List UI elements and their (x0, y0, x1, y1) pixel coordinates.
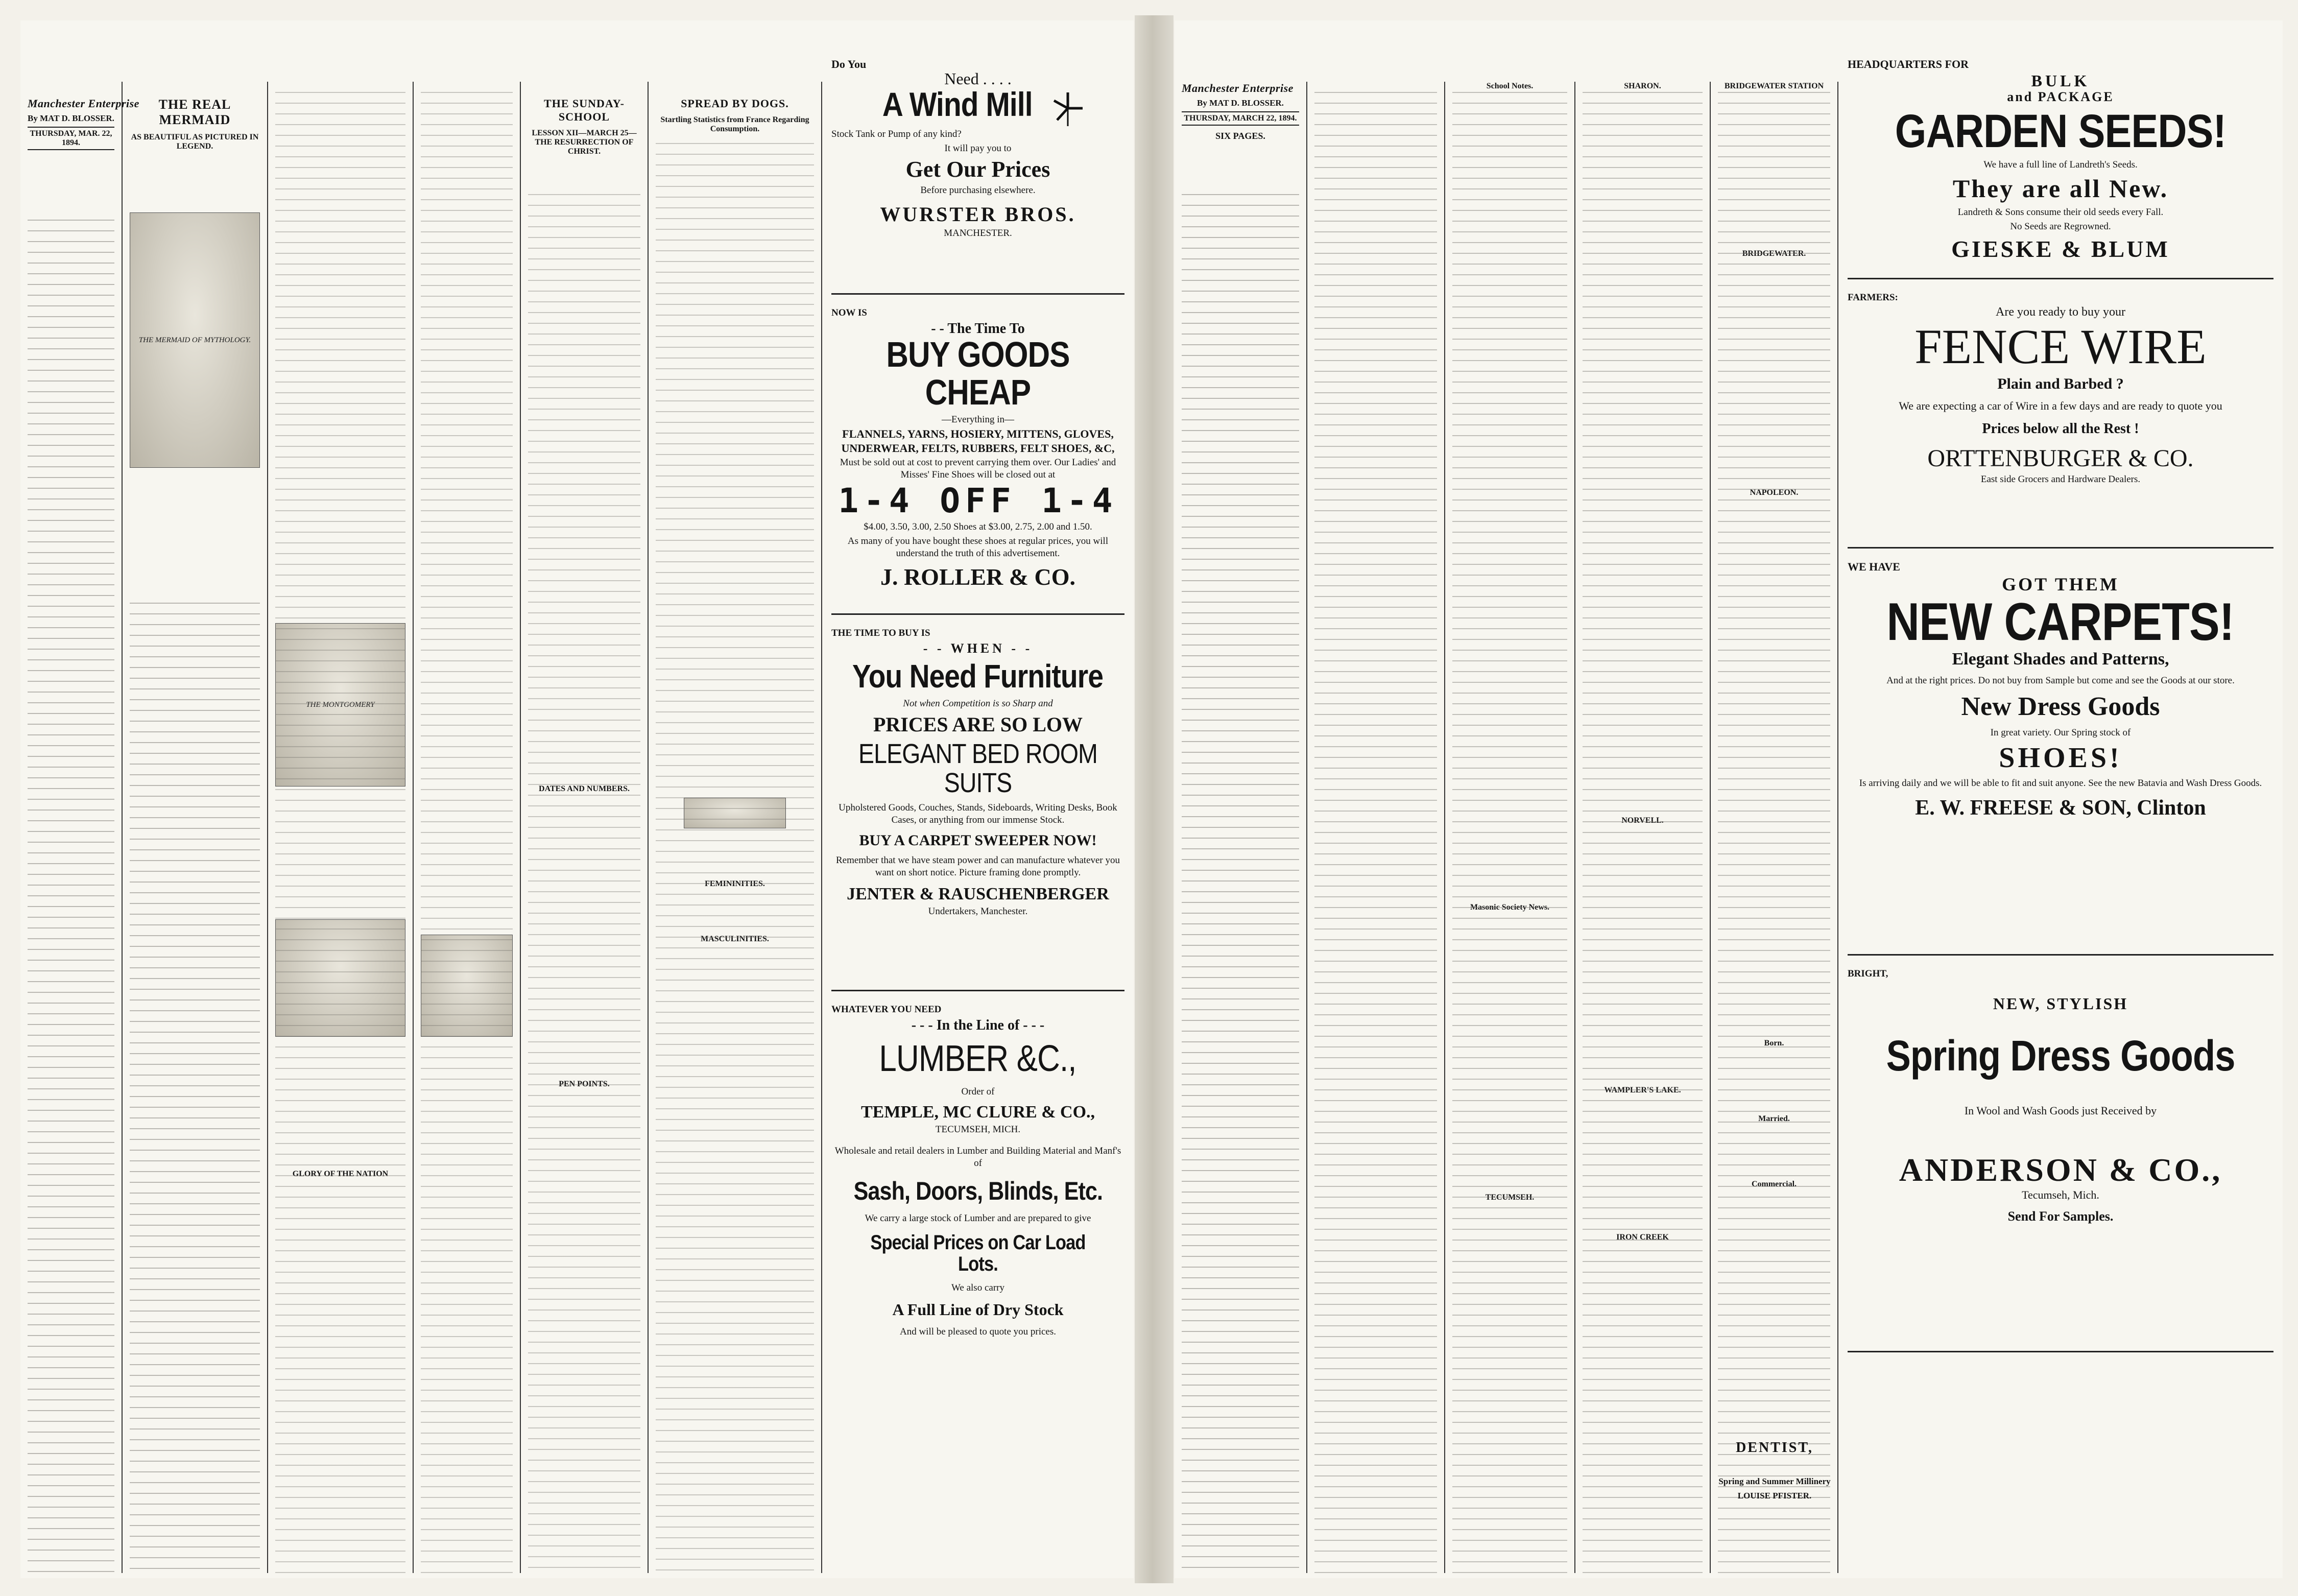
ad-windmill-firm: WURSTER BROS. (880, 203, 1076, 226)
ad-lumber (831, 996, 1124, 1596)
left-col-5 (521, 82, 649, 1573)
ad-dentist (1717, 1440, 1832, 1504)
ad-carpets-headline2: New Dress Goods (1961, 692, 2160, 721)
ad-dress-line2: NEW, STYLISH (1993, 994, 2128, 1013)
ad-lumber-line6: We also carry (951, 1282, 1004, 1294)
ad-furniture-line5: Upholstered Goods, Couches, Stands, Sideboards, Writing Desks, Book Cases, or anything from our immense Stock. (839, 802, 1117, 825)
ad-lumber-headline3: Special Prices on Car Load Lots. (870, 1231, 1086, 1276)
masthead-right: Manchester Enterprise (1182, 82, 1294, 94)
ad-seeds-firm: GIESKE & BLUM (1951, 235, 2170, 262)
ad-seeds-line4: We have a full line of Landreth's Seeds. (1983, 159, 2138, 171)
section-masculinities: MASCULINITIES. (701, 935, 769, 943)
ad-windmill-line2: Need . . . . (944, 69, 1012, 88)
ad-dress-line4: Send For Samples. (2007, 1208, 2114, 1224)
ship-caption: THE MONTGOMERY (306, 700, 375, 709)
ad-furniture-line3: Not when Competition is so Sharp and (903, 698, 1053, 709)
text-column (656, 143, 814, 1573)
ad-windmill-line6: Before purchasing elsewhere. (920, 185, 1036, 196)
ad-goods-line7: As many of you have bought these shoes at regular prices, you will understand the truth of this advertisement. (847, 535, 1109, 559)
ad-lumber-headline: LUMBER &C., (879, 1038, 1077, 1080)
ad-dress-line3: In Wool and Wash Goods just Received by (1964, 1104, 2157, 1117)
ad-carpets-headline3: SHOES! (1999, 742, 2122, 774)
text-column (528, 194, 640, 1573)
right-col-5 (1711, 82, 1838, 1573)
ad-fence-line4: We are expecting a car of Wire in a few days and are ready to quote you (1899, 399, 2222, 413)
ad-goods-discount: 1-4 OFF 1-4 (838, 481, 1118, 521)
dogs-headline: SPREAD BY DOGS. (681, 97, 789, 110)
section-commercial: Commercial. (1751, 1180, 1797, 1188)
ad-carpets-line5: In great variety. Our Spring stock of (1990, 727, 2131, 739)
byline-left: By MAT D. BLOSSER. (28, 113, 114, 123)
ad-windmill-line5: Get Our Prices (905, 156, 1050, 182)
section-norvell: NORVELL. (1621, 816, 1664, 825)
ad-seeds-line2: BULK (2031, 72, 2090, 90)
ad-furniture-line7: Remember that we have steam power and can manufacture whatever you want on short notice. Picture framing done promptly. (835, 855, 1120, 878)
left-col-2 (123, 82, 268, 1573)
ad-lumber-headline2: Sash, Doors, Blinds, Etc. (853, 1176, 1103, 1205)
ad-windmill-city: MANCHESTER. (944, 228, 1012, 239)
text-column (1583, 92, 1703, 1573)
ad-goods-headline: BUY GOODS CHEAP (886, 335, 1070, 412)
ad-lumber-city: TECUMSEH, MICH. (935, 1124, 1021, 1135)
ad-fence-line3: Plain and Barbed ? (1997, 375, 2124, 392)
ad-carpets-line3: Elegant Shades and Patterns, (1952, 649, 2169, 669)
windmill-icon (1050, 90, 1086, 126)
mermaid-headline: THE REAL MERMAID (158, 97, 231, 127)
ad-carpets-line6: Is arriving daily and we will be able to fit and suit anyone. See the new Batavia and Wash Dress Goods. (1859, 778, 2262, 789)
section-masonic: Masonic Society News. (1470, 903, 1550, 912)
ad-fence-line2: Are you ready to buy your (1996, 305, 2125, 319)
right-col-1 (1175, 82, 1307, 1573)
right-col-4 (1575, 82, 1711, 1573)
left-page (20, 20, 1134, 1578)
ad-lumber-line7: And will be pleased to quote you prices. (899, 1326, 1057, 1337)
ad-goods-line1: NOW IS (831, 307, 867, 318)
ad-seeds-line1: HEADQUARTERS FOR (1848, 58, 1969, 70)
mermaid-subhead: AS BEAUTIFUL AS PICTURED IN LEGEND. (131, 133, 259, 151)
ad-fence-firm-sub: East side Grocers and Hardware Dealers. (1980, 474, 2141, 485)
ad-fence-headline: FENCE WIRE (1914, 319, 2207, 374)
left-col-1 (20, 82, 139, 1573)
text-column (1314, 92, 1437, 1573)
ad-furniture-firm-sub: Undertakers, Manchester. (928, 906, 1028, 917)
ad-dress-city: Tecumseh, Mich. (2022, 1188, 2099, 1201)
ad-seeds (1848, 51, 2273, 279)
section-dates: DATES AND NUMBERS. (539, 784, 630, 793)
ad-dress-goods (1848, 961, 2273, 1352)
ad-carpets (1848, 554, 2273, 956)
ad-carpets-line1: WE HAVE (1848, 560, 1900, 573)
ad-carpets-line2: GOT THEM (2002, 574, 2119, 594)
text-column (1452, 92, 1567, 1573)
mermaid-illustration (130, 212, 260, 468)
ad-lumber-line1: WHATEVER YOU NEED (831, 1004, 942, 1015)
ad-goods (831, 300, 1124, 615)
ad-windmill-line4: It will pay you to (944, 142, 1012, 154)
ad-fence (1848, 284, 2273, 549)
ad-seeds-line6: No Seeds are Regrowned. (2010, 221, 2111, 232)
ad-furniture-line4: PRICES ARE SO LOW (873, 713, 1083, 736)
ad-lumber-headline4: A Full Line of Dry Stock (892, 1300, 1064, 1319)
section-tecumseh: TECUMSEH. (1485, 1193, 1535, 1202)
ad-windmill-headline (831, 87, 1124, 126)
ad-dentist-line2: LOUISE PFISTER. (1737, 1491, 1812, 1501)
ad-goods-line5: UNDERWEAR, FELTS, RUBBERS, FELT SHOES, &C, (841, 442, 1115, 455)
ad-lumber-firm: TEMPLE, MC CLURE & CO., (860, 1102, 1095, 1122)
ad-seeds-line3: and PACKAGE (2007, 89, 2114, 104)
right-ad-column (1838, 51, 2283, 1578)
text-column (275, 92, 405, 1573)
byline-right: By MAT D. BLOSSER. (1197, 98, 1284, 108)
ad-lumber-line3: Order of (961, 1086, 995, 1097)
ad-fence-firm: ORTTENBURGER & CO. (1927, 444, 2194, 472)
right-col-2 (1307, 82, 1445, 1573)
text-column (1718, 92, 1830, 1573)
left-col-6 (649, 82, 822, 1573)
page-gutter (1135, 15, 1174, 1583)
text-column (1182, 194, 1299, 1573)
ad-carpets-firm: E. W. FREESE & SON, Clinton (1915, 796, 2206, 820)
ad-dress-line1: BRIGHT, (1848, 968, 1888, 979)
section-sharon: SHARON. (1624, 82, 1661, 90)
ad-windmill (831, 51, 1124, 295)
text-column (130, 603, 260, 1573)
ad-fence-line5: Prices below all the Rest ! (1982, 421, 2139, 437)
ad-goods-line6: Must be sold out at cost to prevent carrying them over. Our Ladies' and Misses' Fine Shoes will be closed out at (840, 457, 1116, 481)
ad-furniture-line1: THE TIME TO BUY IS (831, 628, 930, 638)
ad-windmill-line1: Do You (831, 58, 867, 70)
ad-seeds-headline: GARDEN SEEDS! (1895, 105, 2227, 157)
left-ad-column (822, 51, 1134, 1578)
ad-furniture-headline2: ELEGANT BED ROOM SUITS (858, 739, 1097, 799)
text-column (28, 220, 114, 1573)
ad-goods-firm: J. ROLLER & CO. (880, 563, 1076, 590)
six-pages: SIX PAGES. (1215, 131, 1265, 141)
date-right: THURSDAY, MARCH 22, 1894. (1182, 111, 1299, 126)
ad-carpets-headline: NEW CARPETS! (1886, 592, 2235, 652)
section-bridgewater-station: BRIDGEWATER STATION (1724, 82, 1824, 90)
ad-dress-headline: Spring Dress Goods (1886, 1031, 2235, 1080)
ad-dentist-headline: DENTIST, (1736, 1440, 1813, 1456)
ad-furniture-line6: BUY A CARPET SWEEPER NOW! (859, 831, 1097, 849)
mermaid-caption: THE MERMAID OF MYTHOLOGY. (138, 336, 251, 344)
right-col-3 (1445, 82, 1575, 1573)
sunday-school-headline: THE SUNDAY-SCHOOL (544, 97, 625, 123)
date-left: THURSDAY, MAR. 22, 1894. (28, 127, 114, 150)
section-napoleon: NAPOLEON. (1750, 488, 1799, 497)
ad-windmill-headline-text: A Wind Mill (882, 85, 1033, 123)
right-page (1175, 20, 2283, 1578)
ad-seeds-line5: Landreth & Sons consume their old seeds every Fall. (1957, 206, 2164, 218)
section-bridgewater: BRIDGEWATER. (1742, 249, 1806, 258)
ad-dress-firm: ANDERSON & CO., (1899, 1151, 2222, 1188)
ad-furniture (831, 620, 1124, 991)
ad-lumber-line2: - - - In the Line of - - - (911, 1017, 1045, 1033)
masthead-left: Manchester Enterprise (28, 97, 139, 110)
left-col-4 (414, 82, 521, 1573)
ad-furniture-headline: You Need Furniture (852, 658, 1104, 695)
section-born: Born. (1764, 1039, 1784, 1047)
section-married: Married. (1758, 1114, 1790, 1123)
ad-goods-line3: —Everything in— (942, 414, 1014, 425)
ad-furniture-line2: - - WHEN - - (923, 641, 1033, 656)
ad-goods-line4: FLANNELS, YARNS, HOSIERY, MITTENS, GLOVES, (842, 427, 1114, 441)
section-wamplers-lake: WAMPLER'S LAKE. (1604, 1086, 1681, 1094)
ad-seeds-headline2: They are all New. (1952, 174, 2169, 203)
ad-lumber-line5: We carry a large stock of Lumber and are prepared to give (865, 1213, 1091, 1224)
ad-goods-line2: - - The Time To (931, 321, 1025, 337)
sunday-school-subhead: LESSON XII—MARCH 25—THE RESURRECTION OF CHRIST. (532, 129, 637, 156)
section-femininities: FEMININITIES. (705, 879, 765, 888)
ad-furniture-firm: JENTER & RAUSCHENBERGER (847, 885, 1109, 904)
section-school-notes: School Notes. (1486, 82, 1534, 90)
ad-dentist-line1: Spring and Summer Millinery (1718, 1476, 1831, 1487)
section-iron-creek: IRON CREEK (1616, 1233, 1669, 1242)
ad-carpets-line4: And at the right prices. Do not buy from Sample but come and see the Goods at our store. (1886, 675, 2235, 686)
ad-lumber-line4: Wholesale and retail dealers in Lumber and Building Material and Manf's of (834, 1145, 1121, 1169)
section-glory: GLORY OF THE NATION (292, 1170, 389, 1178)
section-pen-points: PEN POINTS. (559, 1080, 610, 1088)
ad-windmill-line3: Stock Tank or Pump of any kind? (831, 128, 962, 139)
ad-fence-line1: FARMERS: (1848, 292, 1898, 303)
ad-goods-prices: $4.00, 3.50, 3.00, 2.50 Shoes at $3.00, 2.75, 2.00 and 1.50. (864, 521, 1092, 532)
left-col-3 (268, 82, 414, 1573)
dogs-subhead: Startling Statistics from France Regarding Consumption. (660, 115, 809, 133)
text-column (421, 92, 513, 1573)
